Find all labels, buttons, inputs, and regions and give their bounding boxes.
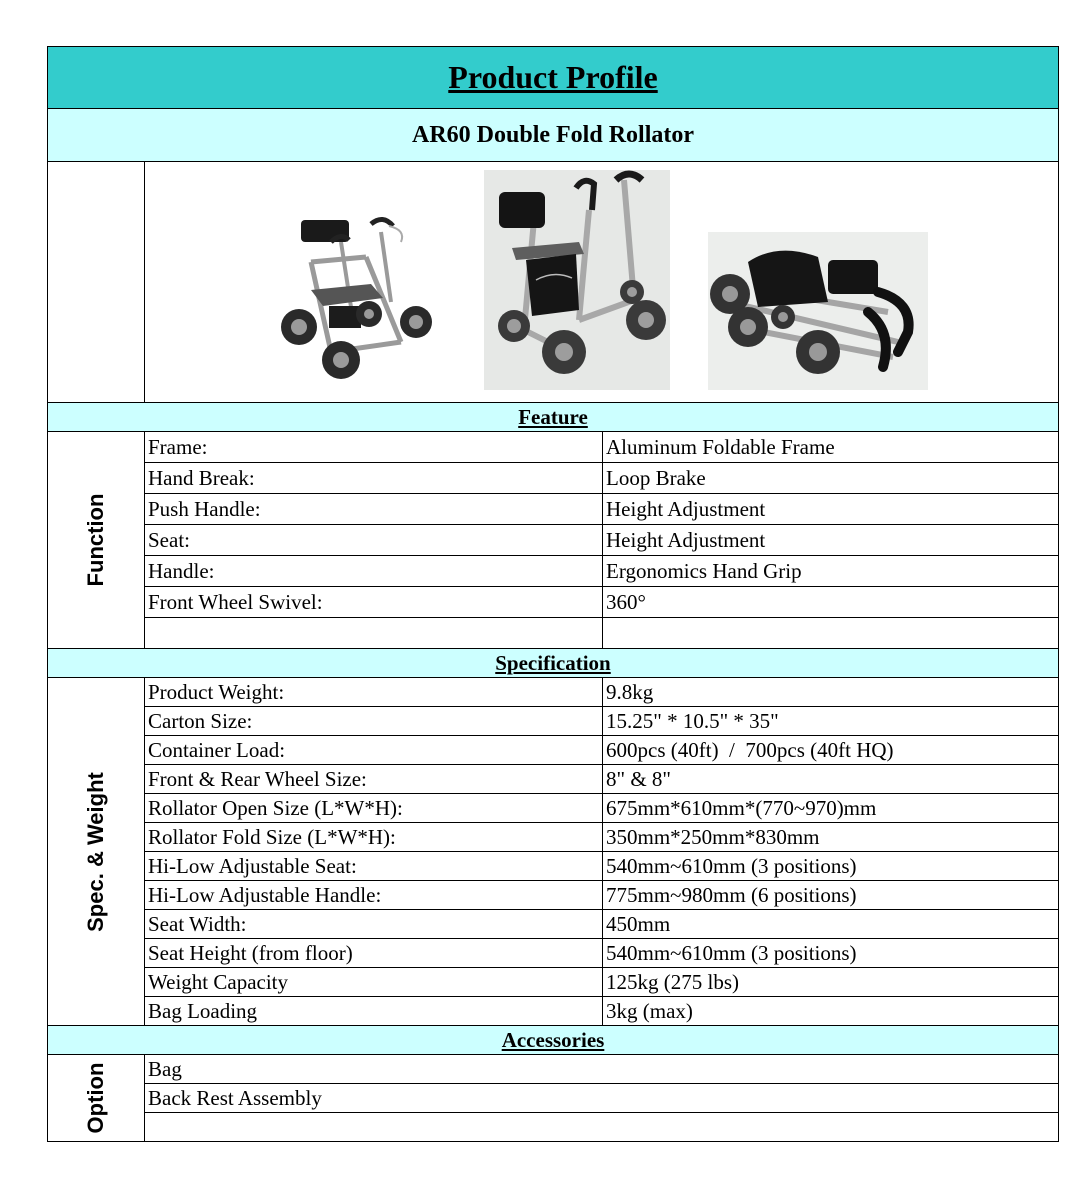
spec-weight-category-label: Spec. & Weight (83, 771, 108, 932)
feature-label: Front Wheel Swivel: (145, 587, 603, 618)
accessories-section-header (48, 1026, 1059, 1055)
option-category-cell (48, 1055, 145, 1142)
spec-value: 350mm*250mm*830mm (603, 823, 1059, 852)
spec-value: 125kg (275 lbs) (603, 968, 1059, 997)
feature-label: Frame: (145, 432, 603, 463)
accessory-item: Bag (145, 1055, 1059, 1084)
feature-label: Seat: (145, 525, 603, 556)
spec-value: 540mm~610mm (3 positions) (603, 939, 1059, 968)
accessories-heading: Accessories (501, 1027, 605, 1052)
page-title: Product Profile (48, 47, 1059, 109)
specification-heading: Specification (495, 650, 611, 675)
product-profile-table (47, 46, 1059, 1142)
feature-value: Ergonomics Hand Grip (603, 556, 1059, 587)
spec-weight-category-cell (48, 678, 145, 1026)
rollator-folded-photo (708, 232, 928, 390)
spec-value: 9.8kg (603, 678, 1059, 707)
spec-value: 600pcs (40ft) / 700pcs (40ft HQ) (603, 736, 1059, 765)
spec-value: 450mm (603, 910, 1059, 939)
spec-value: 15.25" * 10.5" * 35" (603, 707, 1059, 736)
spec-value: 8" & 8" (603, 765, 1059, 794)
function-category-label: Function (83, 493, 108, 587)
spec-label: Rollator Fold Size (L*W*H): (145, 823, 603, 852)
rollator-open-angled-photo (271, 202, 441, 382)
feature-value: Aluminum Foldable Frame (603, 432, 1059, 463)
feature-label: Push Handle: (145, 494, 603, 525)
feature-value: Height Adjustment (603, 525, 1059, 556)
spec-value: 675mm*610mm*(770~970)mm (603, 794, 1059, 823)
accessory-item: Back Rest Assembly (145, 1084, 1059, 1113)
image-row-blank-cell (48, 162, 145, 403)
spec-label: Front & Rear Wheel Size: (145, 765, 603, 794)
spec-label: Seat Height (from floor) (145, 939, 603, 968)
feature-value: Loop Brake (603, 463, 1059, 494)
spec-label: Product Weight: (145, 678, 603, 707)
spec-label: Hi-Low Adjustable Handle: (145, 881, 603, 910)
product-name: AR60 Double Fold Rollator (48, 109, 1059, 162)
feature-label (145, 618, 603, 649)
spec-label: Hi-Low Adjustable Seat: (145, 852, 603, 881)
feature-label: Hand Break: (145, 463, 603, 494)
specification-section-header (48, 649, 1059, 678)
feature-value (603, 618, 1059, 649)
spec-label: Weight Capacity (145, 968, 603, 997)
spec-value: 540mm~610mm (3 positions) (603, 852, 1059, 881)
rollator-open-front-photo (484, 170, 670, 390)
product-images-cell (145, 162, 1059, 403)
feature-label: Handle: (145, 556, 603, 587)
spec-value: 775mm~980mm (6 positions) (603, 881, 1059, 910)
accessory-item (145, 1113, 1059, 1142)
feature-section-header (48, 403, 1059, 432)
spec-label: Rollator Open Size (L*W*H): (145, 794, 603, 823)
spec-label: Carton Size: (145, 707, 603, 736)
spec-label: Seat Width: (145, 910, 603, 939)
feature-value: 360° (603, 587, 1059, 618)
feature-value: Height Adjustment (603, 494, 1059, 525)
spec-label: Container Load: (145, 736, 603, 765)
spec-value: 3kg (max) (603, 997, 1059, 1026)
function-category-cell (48, 432, 145, 649)
feature-heading: Feature (518, 404, 588, 429)
spec-label: Bag Loading (145, 997, 603, 1026)
option-category-label: Option (83, 1062, 108, 1134)
